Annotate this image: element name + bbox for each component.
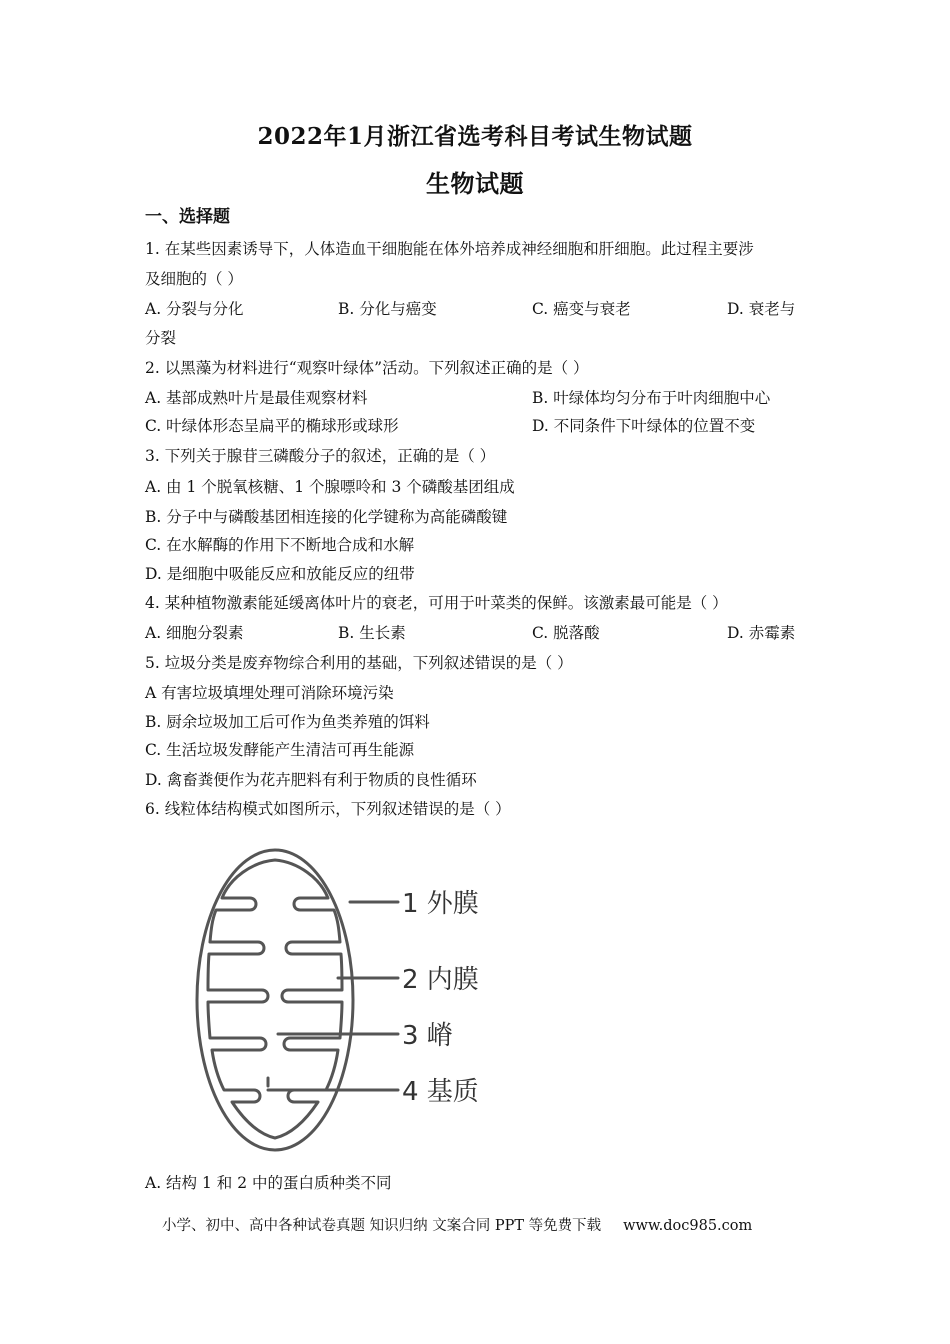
inner-membrane-shape	[208, 860, 342, 1138]
page-title: 2022年1月浙江省选考科目考试生物试题	[257, 123, 693, 150]
q1-stem-line1: 1. 在某些因素诱导下，人体造血干细胞能在体外培养成神经细胞和肝细胞。此过程主要涉	[145, 240, 754, 258]
q5-option-a: A 有害垃圾填埋处理可消除环境污染	[145, 684, 394, 702]
q6-stem: 6. 线粒体结构模式如图所示，下列叙述错误的是（ ）	[145, 800, 511, 818]
figure-label-3: 3 嵴	[402, 1021, 453, 1051]
q4-option-a: A. 细胞分裂素	[145, 624, 244, 642]
q1-option-d: D. 衰老与	[727, 300, 796, 318]
q1-stem-line2: 及细胞的（ ）	[145, 270, 243, 288]
q2-option-a: A. 基部成熟叶片是最佳观察材料	[145, 389, 368, 407]
q5-option-d: D. 禽畜粪便作为花卉肥料有利于物质的良性循环	[145, 771, 477, 789]
q2-option-b: B. 叶绿体均匀分布于叶肉细胞中心	[532, 389, 771, 407]
q2-option-c: C. 叶绿体形态呈扁平的椭球形或球形	[145, 417, 399, 435]
q3-option-a: A. 由 1 个脱氧核糖、1 个腺嘌呤和 3 个磷酸基团组成	[145, 478, 515, 496]
figure-label-4: 4 基质	[402, 1077, 479, 1107]
q3-option-c: C. 在水解酶的作用下不断地合成和水解	[145, 536, 415, 554]
figure-label-1: 1 外膜	[402, 889, 479, 919]
q3-stem: 3. 下列关于腺苷三磷酸分子的叙述，正确的是（ ）	[145, 447, 496, 465]
section-heading: 一、选择题	[145, 207, 230, 227]
q1-option-a: A. 分裂与分化	[145, 300, 244, 318]
q2-stem: 2. 以黑藻为材料进行“观察叶绿体”活动。下列叙述正确的是（ ）	[145, 359, 589, 377]
q5-option-b: B. 厨余垃圾加工后可作为鱼类养殖的饵料	[145, 713, 430, 731]
q4-stem: 4. 某种植物激素能延缓离体叶片的衰老，可用于叶菜类的保鲜。该激素最可能是（ ）	[145, 594, 728, 612]
q1-option-c: C. 癌变与衰老	[532, 300, 631, 318]
q1-option-b: B. 分化与癌变	[338, 300, 437, 318]
q5-option-c: C. 生活垃圾发酵能产生清洁可再生能源	[145, 741, 415, 759]
figure-label-2: 2 内膜	[402, 965, 479, 995]
q4-option-d: D. 赤霉素	[727, 624, 796, 642]
q2-option-d: D. 不同条件下叶绿体的位置不变	[532, 417, 756, 435]
q3-option-b: B. 分子中与磷酸基团相连接的化学键称为高能磷酸键	[145, 508, 508, 526]
footer-text: 小学、初中、高中各种试卷真题 知识归纳 文案合同 PPT 等免费下载	[162, 1218, 602, 1234]
q4-option-c: C. 脱落酸	[532, 624, 600, 642]
page-subtitle: 生物试题	[426, 169, 524, 198]
page-footer	[162, 1214, 752, 1235]
q1-option-d-continued: 分裂	[145, 329, 177, 347]
mitochondrion-diagram	[190, 838, 510, 1158]
q5-stem: 5. 垃圾分类是废弃物综合利用的基础，下列叙述错误的是（ ）	[145, 654, 573, 672]
outer-membrane-shape	[197, 850, 353, 1150]
q3-option-d: D. 是细胞中吸能反应和放能反应的纽带	[145, 565, 415, 583]
footer-url[interactable]: www.doc985.com	[623, 1218, 753, 1234]
q6-option-a: A. 结构 1 和 2 中的蛋白质种类不同	[145, 1174, 392, 1192]
q4-option-b: B. 生长素	[338, 624, 406, 642]
